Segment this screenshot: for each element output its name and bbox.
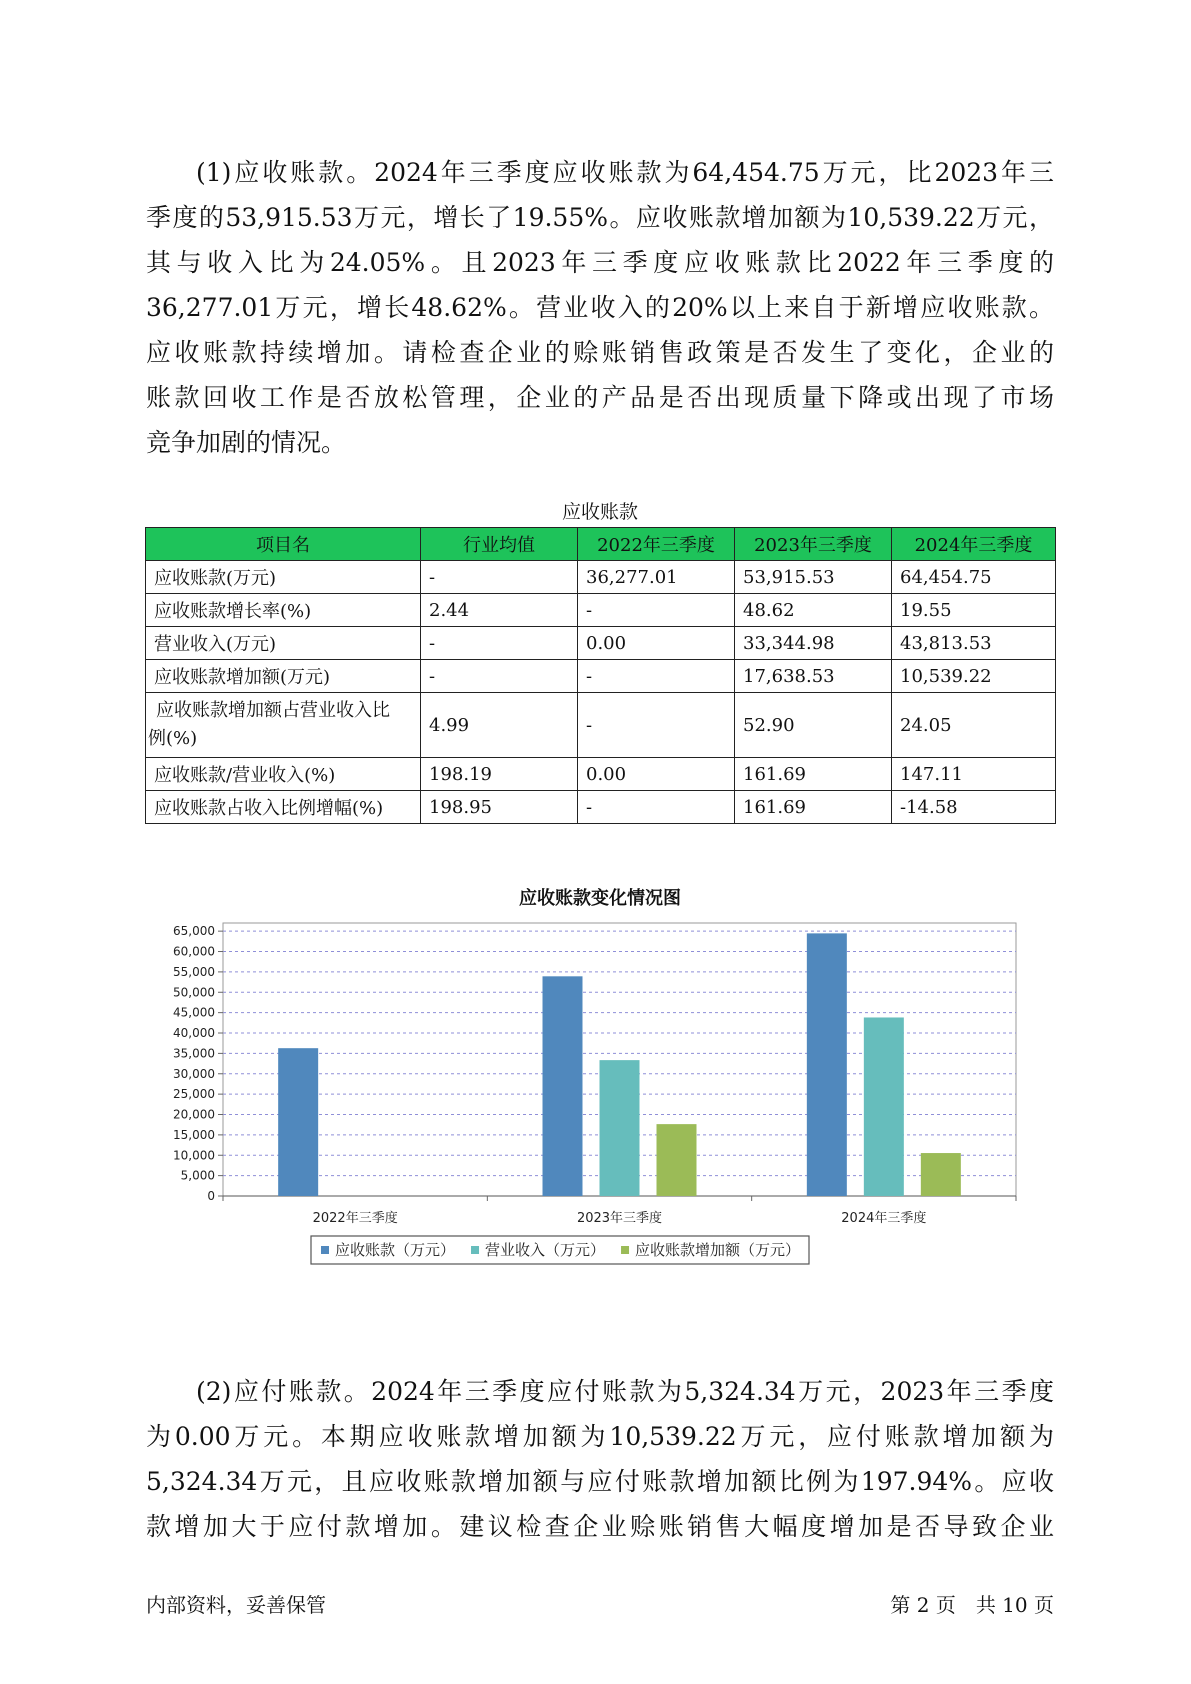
text-line: 账款回收工作是否放松管理，企业的产品是否出现质量下降或出现了市场 — [146, 383, 1054, 412]
table-row — [146, 758, 1056, 791]
text-line: (2)应付账款。2024年三季度应付账款为5,324.34万元，2023年三季度 — [196, 1377, 1054, 1406]
table-cell: - — [578, 660, 735, 693]
bar — [600, 1060, 640, 1196]
bar — [864, 1017, 904, 1196]
table-header-cell: 项目名 — [146, 528, 421, 561]
y-tick-label: 45,000 — [173, 1005, 215, 1020]
text-line: 应收账款持续增加。请检查企业的赊账销售政策是否发生了变化，企业的 — [146, 338, 1054, 367]
table-cell: 4.99 — [421, 693, 578, 758]
table-cell: - — [421, 660, 578, 693]
table-cell: 161.69 — [735, 791, 892, 824]
table-header-cell: 2022年三季度 — [578, 528, 735, 561]
table-cell: 应收账款(万元) — [146, 561, 421, 594]
bar — [278, 1048, 318, 1196]
x-tick-label: 2022年三季度 — [312, 1211, 398, 1226]
table-row — [146, 561, 1056, 594]
text-line: 款增加大于应付款增加。建议检查企业赊账销售大幅度增加是否导致企业 — [146, 1512, 1054, 1541]
table-cell: 147.11 — [892, 758, 1056, 791]
bar — [543, 976, 583, 1196]
table-row — [146, 594, 1056, 627]
table-cell: 应收账款增长率(%) — [146, 594, 421, 627]
table-cell: 64,454.75 — [892, 561, 1056, 594]
legend-swatch — [621, 1246, 629, 1254]
receivables-chart — [146, 880, 1054, 1330]
legend-swatch — [321, 1246, 329, 1254]
table-cell: 198.95 — [421, 791, 578, 824]
y-tick-label: 50,000 — [173, 985, 215, 1000]
text-line: 竞争加剧的情况。 — [146, 428, 347, 457]
text-line: 为0.00万元。本期应收账款增加额为10,539.22万元，应付账款增加额为 — [146, 1422, 1054, 1451]
table-cell: - — [578, 693, 735, 758]
text-line: (1)应收账款。2024年三季度应收账款为64,454.75万元，比2023年三 — [196, 158, 1054, 187]
table-cell: 2.44 — [421, 594, 578, 627]
table-header-cell: 2023年三季度 — [735, 528, 892, 561]
table-cell: 19.55 — [892, 594, 1056, 627]
table-cell: 10,539.22 — [892, 660, 1056, 693]
receivables-table — [145, 527, 1056, 824]
table-cell: 应收账款增加额(万元) — [146, 660, 421, 693]
legend-label: 应收账款增加额（万元） — [635, 1241, 801, 1259]
table-row — [146, 627, 1056, 660]
table-header-row — [146, 528, 1056, 561]
table-row — [146, 791, 1056, 824]
bar-chart-svg — [146, 880, 1054, 1330]
table-cell — [146, 693, 421, 758]
table-cell: 36,277.01 — [578, 561, 735, 594]
footer-confidential-note: 内部资料，妥善保管 — [146, 1593, 326, 1617]
table-cell: -14.58 — [892, 791, 1056, 824]
y-tick-label: 35,000 — [173, 1046, 215, 1061]
table-cell: 营业收入(万元) — [146, 627, 421, 660]
table-cell: 0.00 — [578, 627, 735, 660]
y-tick-label: 65,000 — [173, 924, 215, 939]
y-tick-label: 10,000 — [173, 1148, 215, 1163]
table-cell: 应收账款占收入比例增幅(%) — [146, 791, 421, 824]
y-tick-label: 20,000 — [173, 1107, 215, 1122]
y-tick-label: 0 — [207, 1189, 215, 1203]
footer-page-number: 第 2 页 共 10 页 — [890, 1593, 1054, 1617]
text-line: 36,277.01万元，增长48.62%。营业收入的20%以上来自于新增应收账款。 — [146, 293, 1054, 322]
table-cell: - — [421, 561, 578, 594]
bar — [657, 1124, 697, 1196]
bar — [921, 1153, 961, 1196]
text-line: 季度的53,915.53万元，增长了19.55%。应收账款增加额为10,539.22万元， — [146, 203, 1054, 232]
table-cell: 52.90 — [735, 693, 892, 758]
chart-title: 应收账款变化情况图 — [519, 888, 681, 909]
table-cell: 161.69 — [735, 758, 892, 791]
table-cell: 48.62 — [735, 594, 892, 627]
x-tick-label: 2024年三季度 — [841, 1211, 927, 1226]
y-tick-label: 30,000 — [173, 1066, 215, 1081]
table-cell: 17,638.53 — [735, 660, 892, 693]
table-cell: 0.00 — [578, 758, 735, 791]
y-tick-label: 25,000 — [173, 1087, 215, 1102]
table-cell: - — [578, 594, 735, 627]
cell-line: 应收账款增加额占营业收入比 — [156, 700, 390, 721]
table-caption: 应收账款 — [561, 501, 638, 523]
text-line: 其与收入比为24.05%。且2023年三季度应收账款比2022年三季度的 — [146, 248, 1054, 277]
cell-line: 例(%) — [148, 728, 198, 749]
table-cell: 198.19 — [421, 758, 578, 791]
table-header-cell: 行业均值 — [421, 528, 578, 561]
table-cell: 24.05 — [892, 693, 1056, 758]
paragraph-payables — [146, 1369, 1054, 1549]
y-tick-label: 5,000 — [180, 1168, 215, 1183]
legend-label: 应收账款（万元） — [335, 1241, 456, 1259]
legend-swatch — [471, 1246, 479, 1254]
table-row — [146, 693, 1056, 758]
y-tick-label: 60,000 — [173, 944, 215, 959]
x-tick-label: 2023年三季度 — [576, 1211, 663, 1226]
table-cell: 33,344.98 — [735, 627, 892, 660]
text-line: 5,324.34万元，且应收账款增加额与应付账款增加额比例为197.94%。应收 — [146, 1467, 1054, 1496]
y-tick-label: 55,000 — [173, 964, 215, 979]
table-cell: 应收账款/营业收入(%) — [146, 758, 421, 791]
table-header-cell: 2024年三季度 — [892, 528, 1056, 561]
paragraph-receivables — [146, 150, 1054, 465]
table-cell: - — [421, 627, 578, 660]
table-cell: 53,915.53 — [735, 561, 892, 594]
bar — [807, 933, 847, 1196]
y-tick-label: 15,000 — [173, 1127, 215, 1142]
y-tick-label: 40,000 — [173, 1026, 215, 1041]
table-row — [146, 660, 1056, 693]
table-cell: - — [578, 791, 735, 824]
table-cell: 43,813.53 — [892, 627, 1056, 660]
legend-label: 营业收入（万元） — [485, 1241, 606, 1259]
